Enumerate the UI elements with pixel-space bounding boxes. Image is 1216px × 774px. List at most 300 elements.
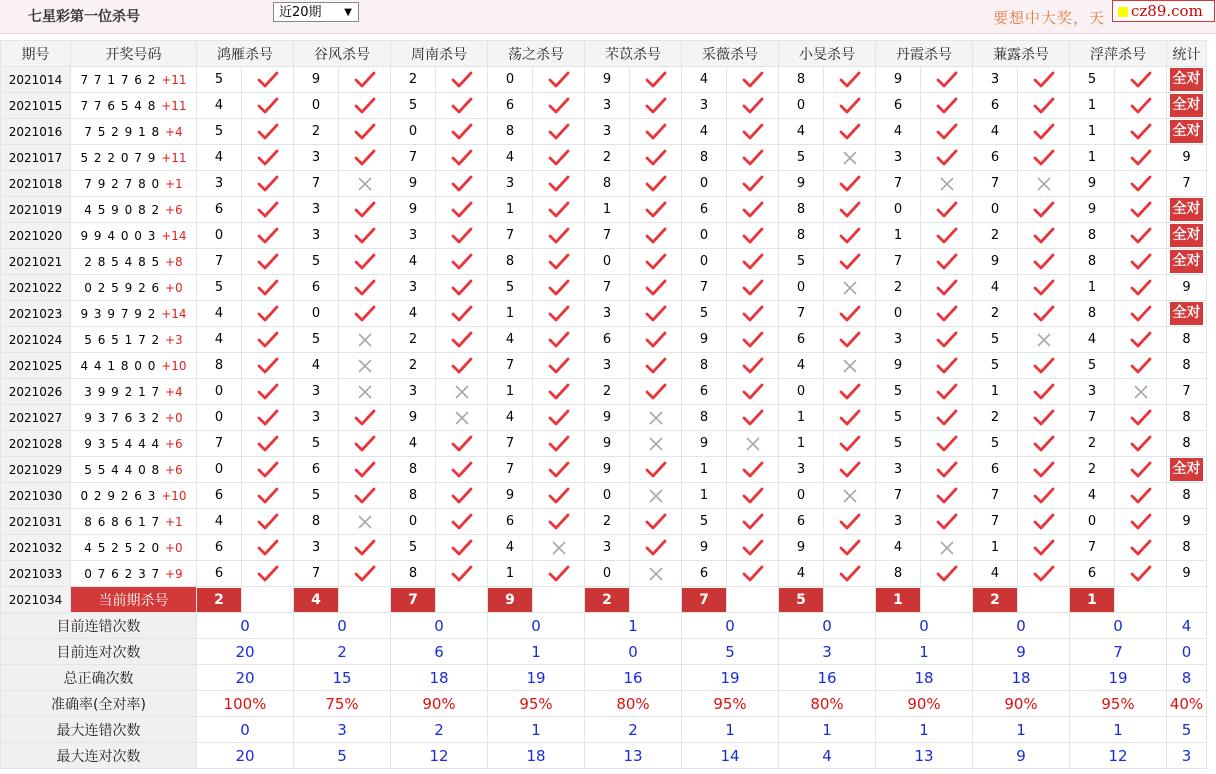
check-icon [742, 357, 764, 375]
result-cell [339, 249, 391, 275]
summary-label: 准确率(全对率) [1, 691, 197, 717]
draw-numbers: 9 3 9 7 9 2 [80, 306, 157, 321]
kill-number-cell: 3 [585, 93, 630, 119]
result-cell [339, 561, 391, 587]
draw-sum: +10 [161, 488, 187, 503]
draw-numbers-cell [71, 145, 197, 171]
kill-number-cell: 0 [585, 249, 630, 275]
current-kill-cell [488, 587, 533, 613]
current-kill-number: 2 [973, 588, 1017, 612]
kill-number-cell: 2 [391, 327, 436, 353]
result-cell [1018, 301, 1070, 327]
table-header-row [1, 41, 1207, 67]
kill-number-cell: 5 [876, 379, 921, 405]
all-correct-badge: 全对 [1170, 302, 1203, 325]
check-icon [354, 201, 376, 219]
draw-numbers: 2 8 5 4 8 5 [84, 254, 161, 269]
result-cell [1115, 223, 1167, 249]
check-icon [936, 383, 958, 401]
result-cell [921, 197, 973, 223]
summary-value: 20 [197, 665, 294, 691]
check-icon [1033, 487, 1055, 505]
cross-icon [939, 540, 955, 556]
current-kill-cell [682, 587, 727, 613]
kill-number-cell: 4 [197, 145, 242, 171]
check-icon [839, 97, 861, 115]
result-cell [533, 171, 585, 197]
summary-value: 9 [973, 743, 1070, 769]
check-icon [257, 227, 279, 245]
result-cell [921, 561, 973, 587]
result-cell [533, 353, 585, 379]
site-logo[interactable] [1112, 0, 1215, 22]
kill-number-cell: 4 [488, 145, 533, 171]
kill-number-cell: 6 [973, 457, 1018, 483]
kill-number-cell: 4 [973, 275, 1018, 301]
all-correct-badge: 全对 [1170, 94, 1203, 117]
summary-label: 目前连错次数 [1, 613, 197, 639]
check-icon [548, 565, 570, 583]
kill-number-cell: 9 [1070, 197, 1115, 223]
check-icon [839, 383, 861, 401]
check-icon [354, 123, 376, 141]
summary-value: 12 [391, 743, 488, 769]
check-icon [451, 149, 473, 167]
summary-value: 95% [682, 691, 779, 717]
draw-numbers-cell [71, 171, 197, 197]
result-cell [1018, 431, 1070, 457]
check-icon [451, 487, 473, 505]
result-cell [630, 535, 682, 561]
kill-number-cell: 9 [682, 431, 727, 457]
draw-sum: +1 [165, 514, 183, 529]
kill-number-cell: 7 [197, 431, 242, 457]
current-kill-number: 4 [294, 588, 338, 612]
kill-number-cell: 5 [391, 535, 436, 561]
check-icon [257, 201, 279, 219]
kill-number-cell: 3 [585, 119, 630, 145]
stat-cell: 9 [1167, 275, 1207, 301]
draw-numbers-cell [71, 327, 197, 353]
draw-numbers: 0 7 6 2 3 7 [84, 566, 161, 581]
kill-number-cell: 6 [197, 197, 242, 223]
summary-value: 18 [973, 665, 1070, 691]
check-icon [645, 97, 667, 115]
issue-cell: 2021023 [1, 301, 71, 327]
kill-number-cell: 1 [779, 431, 824, 457]
result-cell [630, 223, 682, 249]
cross-icon [842, 280, 858, 296]
result-cell [727, 535, 779, 561]
result-cell [727, 301, 779, 327]
result-cell [630, 379, 682, 405]
result-cell [1018, 483, 1070, 509]
kill-number-cell: 3 [876, 509, 921, 535]
kill-number-cell: 7 [488, 223, 533, 249]
summary-row [1, 665, 1207, 691]
draw-sum: +9 [165, 566, 183, 581]
current-kill-cell [391, 587, 436, 613]
result-cell [727, 327, 779, 353]
result-cell [242, 67, 294, 93]
kill-number-cell: 5 [294, 483, 339, 509]
result-cell [1115, 67, 1167, 93]
result-cell [242, 171, 294, 197]
result-cell [824, 379, 876, 405]
kill-number-cell: 7 [488, 431, 533, 457]
check-icon [936, 409, 958, 427]
draw-numbers-cell [71, 457, 197, 483]
draw-numbers-cell [71, 561, 197, 587]
result-cell [242, 275, 294, 301]
result-cell [242, 301, 294, 327]
check-icon [645, 227, 667, 245]
kill-number-cell: 1 [682, 457, 727, 483]
summary-value: 19 [488, 665, 585, 691]
result-cell [1018, 171, 1070, 197]
check-icon [742, 175, 764, 193]
kill-number-cell: 2 [973, 405, 1018, 431]
check-icon [1033, 71, 1055, 89]
summary-value: 90% [391, 691, 488, 717]
all-correct-badge: 全对 [1170, 68, 1203, 91]
stat-cell: 9 [1167, 509, 1207, 535]
kill-number-cell: 8 [682, 405, 727, 431]
check-icon [354, 227, 376, 245]
summary-value: 15 [294, 665, 391, 691]
issue-cell: 2021016 [1, 119, 71, 145]
result-cell [921, 171, 973, 197]
draw-numbers-cell [71, 379, 197, 405]
summary-value: 2 [391, 717, 488, 743]
chevron-down-icon: ▼ [344, 7, 352, 18]
check-icon [742, 383, 764, 401]
header-dangzhi: 荡之杀号 [488, 41, 585, 67]
kill-number-cell: 3 [876, 457, 921, 483]
result-cell [824, 327, 876, 353]
summary-value: 80% [779, 691, 876, 717]
result-cell [242, 483, 294, 509]
result-cell [436, 223, 488, 249]
draw-numbers-cell [71, 93, 197, 119]
logo-square-icon [1118, 7, 1128, 17]
current-period-row [1, 587, 1207, 613]
stat-cell [1167, 93, 1207, 119]
result-cell [727, 457, 779, 483]
kill-number-cell: 0 [294, 93, 339, 119]
header-danxia: 丹霞杀号 [876, 41, 973, 67]
current-kill-cell [1070, 587, 1115, 613]
cross-icon [357, 384, 373, 400]
result-cell [1115, 457, 1167, 483]
check-icon [548, 279, 570, 297]
result-cell [339, 197, 391, 223]
current-kill-number: 7 [682, 588, 726, 612]
table-row [1, 561, 1207, 587]
result-cell [630, 275, 682, 301]
kill-number-cell: 7 [876, 171, 921, 197]
result-cell [339, 171, 391, 197]
table-row [1, 249, 1207, 275]
summary-row [1, 743, 1207, 769]
result-cell [339, 67, 391, 93]
summary-value: 5 [1167, 717, 1207, 743]
kill-number-cell: 8 [585, 171, 630, 197]
current-empty-cell [1115, 587, 1167, 613]
check-icon [839, 409, 861, 427]
draw-numbers: 8 6 8 6 1 7 [84, 514, 161, 529]
summary-value: 14 [682, 743, 779, 769]
header-stat: 统计 [1167, 41, 1207, 67]
draw-sum: +4 [165, 384, 183, 399]
result-cell [727, 509, 779, 535]
result-cell [824, 561, 876, 587]
check-icon [1130, 435, 1152, 453]
result-cell [727, 119, 779, 145]
kill-number-cell: 3 [294, 535, 339, 561]
kill-number-cell: 2 [294, 119, 339, 145]
kill-number-cell: 6 [682, 197, 727, 223]
result-cell [242, 509, 294, 535]
kill-number-cell: 3 [391, 275, 436, 301]
check-icon [257, 331, 279, 349]
result-cell [1018, 223, 1070, 249]
check-icon [1033, 227, 1055, 245]
summary-value: 1 [585, 613, 682, 639]
check-icon [1130, 97, 1152, 115]
result-cell [436, 197, 488, 223]
result-cell [436, 535, 488, 561]
result-cell [1115, 145, 1167, 171]
kill-number-cell: 6 [585, 327, 630, 353]
result-cell [921, 119, 973, 145]
result-cell [436, 457, 488, 483]
check-icon [257, 435, 279, 453]
kill-number-cell: 3 [682, 93, 727, 119]
check-icon [742, 71, 764, 89]
header-draw: 开奖号码 [71, 41, 197, 67]
result-cell [727, 197, 779, 223]
kill-number-cell: 1 [779, 405, 824, 431]
result-cell [436, 509, 488, 535]
kill-number-cell: 4 [876, 535, 921, 561]
table-row [1, 119, 1207, 145]
result-cell [533, 379, 585, 405]
current-kill-number: 7 [391, 588, 435, 612]
draw-sum: +11 [161, 72, 187, 87]
issue-cell: 2021029 [1, 457, 71, 483]
check-icon [645, 513, 667, 531]
kill-number-cell: 0 [682, 249, 727, 275]
result-cell [824, 431, 876, 457]
summary-value: 1 [876, 639, 973, 665]
kill-number-cell: 8 [488, 249, 533, 275]
current-kill-number: 2 [197, 588, 241, 612]
result-cell [436, 171, 488, 197]
kill-number-cell: 6 [779, 509, 824, 535]
kill-number-cell: 0 [585, 561, 630, 587]
kill-number-cell: 3 [585, 301, 630, 327]
promo-slogan[interactable]: 要想中大奖，天 [993, 9, 1106, 27]
kill-number-cell: 9 [682, 535, 727, 561]
result-cell [533, 457, 585, 483]
check-icon [354, 253, 376, 271]
cross-icon [648, 410, 664, 426]
draw-sum: +10 [161, 358, 187, 373]
result-cell [339, 431, 391, 457]
check-icon [1130, 409, 1152, 427]
issue-cell: 2021028 [1, 431, 71, 457]
result-cell [921, 483, 973, 509]
draw-sum: +0 [165, 540, 183, 555]
result-cell [727, 171, 779, 197]
result-cell [630, 93, 682, 119]
kill-number-cell: 6 [294, 275, 339, 301]
table-row [1, 405, 1207, 431]
check-icon [451, 539, 473, 557]
kill-number-cell: 6 [197, 483, 242, 509]
cross-icon [1036, 332, 1052, 348]
summary-value: 13 [876, 743, 973, 769]
draw-sum: +11 [161, 150, 187, 165]
result-cell [339, 93, 391, 119]
kill-number-cell: 2 [973, 223, 1018, 249]
kill-number-cell: 0 [779, 483, 824, 509]
kill-number-cell: 6 [973, 93, 1018, 119]
kill-number-cell: 4 [488, 405, 533, 431]
summary-row [1, 691, 1207, 717]
result-cell [436, 119, 488, 145]
kill-number-cell: 5 [294, 431, 339, 457]
kill-number-cell: 8 [391, 457, 436, 483]
check-icon [1130, 175, 1152, 193]
summary-value: 80% [585, 691, 682, 717]
current-empty-cell [533, 587, 585, 613]
current-kill-cell [973, 587, 1018, 613]
summary-value: 20 [197, 639, 294, 665]
summary-value: 4 [1167, 613, 1207, 639]
kill-number-cell: 0 [876, 197, 921, 223]
kill-number-cell: 0 [391, 509, 436, 535]
result-cell [242, 327, 294, 353]
stat-cell: 7 [1167, 379, 1207, 405]
kill-number-cell: 4 [779, 119, 824, 145]
header-zhounan: 周南杀号 [391, 41, 488, 67]
result-cell [533, 223, 585, 249]
kill-number-cell: 8 [1070, 301, 1115, 327]
check-icon [257, 539, 279, 557]
table-row [1, 327, 1207, 353]
result-cell [630, 405, 682, 431]
result-cell [339, 535, 391, 561]
check-icon [936, 201, 958, 219]
summary-value: 90% [973, 691, 1070, 717]
check-icon [548, 71, 570, 89]
check-icon [451, 71, 473, 89]
check-icon [742, 227, 764, 245]
check-icon [354, 71, 376, 89]
current-issue-cell: 2021034 [1, 587, 71, 613]
kill-number-cell: 8 [779, 197, 824, 223]
check-icon [742, 123, 764, 141]
check-icon [451, 357, 473, 375]
kill-number-cell: 5 [682, 509, 727, 535]
result-cell [727, 483, 779, 509]
draw-numbers: 7 7 6 5 4 8 [80, 98, 157, 113]
kill-number-cell: 3 [391, 223, 436, 249]
kill-number-cell: 8 [488, 119, 533, 145]
check-icon [548, 461, 570, 479]
check-icon [257, 175, 279, 193]
result-cell [630, 561, 682, 587]
current-kill-number: 1 [1070, 588, 1114, 612]
summary-value: 8 [1167, 665, 1207, 691]
draw-sum: +11 [161, 98, 187, 113]
period-select[interactable] [273, 2, 359, 22]
kill-number-cell: 2 [391, 67, 436, 93]
cross-icon [1133, 384, 1149, 400]
summary-label: 最大连错次数 [1, 717, 197, 743]
kill-number-cell: 4 [391, 301, 436, 327]
check-icon [742, 513, 764, 531]
kill-number-cell: 4 [682, 119, 727, 145]
result-cell [339, 327, 391, 353]
kill-number-cell: 7 [876, 249, 921, 275]
result-cell [339, 145, 391, 171]
kill-number-cell: 0 [585, 483, 630, 509]
check-icon [548, 201, 570, 219]
summary-row [1, 613, 1207, 639]
summary-value: 40% [1167, 691, 1207, 717]
check-icon [645, 149, 667, 167]
kill-number-cell: 0 [682, 223, 727, 249]
check-icon [1130, 149, 1152, 167]
summary-value: 18 [876, 665, 973, 691]
stat-cell [1167, 223, 1207, 249]
kill-number-cell: 5 [973, 431, 1018, 457]
kill-number-cell: 1 [1070, 145, 1115, 171]
check-icon [1033, 123, 1055, 141]
result-cell [436, 483, 488, 509]
result-cell [727, 249, 779, 275]
kill-number-cell: 8 [1070, 249, 1115, 275]
kill-number-cell: 4 [391, 249, 436, 275]
kill-number-cell: 5 [391, 93, 436, 119]
kill-number-cell: 2 [585, 509, 630, 535]
stat-cell: 8 [1167, 405, 1207, 431]
result-cell [921, 405, 973, 431]
cross-icon [357, 176, 373, 192]
check-icon [936, 253, 958, 271]
kill-number-cell: 5 [682, 301, 727, 327]
result-cell [242, 431, 294, 457]
check-icon [645, 253, 667, 271]
table-row [1, 197, 1207, 223]
summary-row [1, 639, 1207, 665]
table-row [1, 275, 1207, 301]
result-cell [630, 119, 682, 145]
kill-number-cell: 0 [973, 197, 1018, 223]
check-icon [742, 97, 764, 115]
result-cell [824, 171, 876, 197]
result-cell [533, 301, 585, 327]
check-icon [839, 513, 861, 531]
result-cell [921, 275, 973, 301]
result-cell [824, 457, 876, 483]
current-empty-cell [339, 587, 391, 613]
check-icon [936, 565, 958, 583]
kill-number-cell: 7 [488, 457, 533, 483]
